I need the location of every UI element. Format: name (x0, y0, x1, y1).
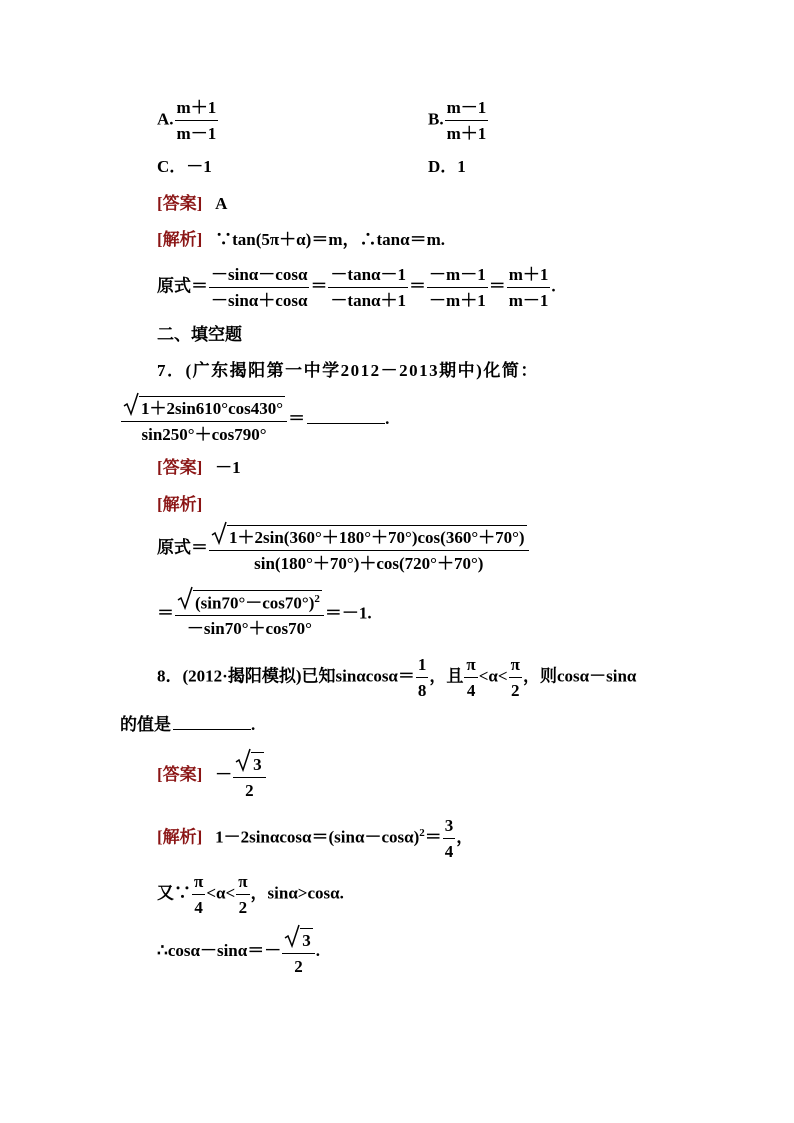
radical-icon (177, 586, 193, 612)
q7-analysis-tag (157, 496, 202, 513)
analysis-tag: [解析] (157, 230, 203, 249)
q7-step1-num (209, 525, 529, 551)
radicand: 1＋2sin610°cos430° (139, 396, 285, 419)
q8-analysis-text: 1－2sinαcosα＝(sinα－cosα) (215, 827, 420, 847)
q8-analysis-3 (157, 928, 320, 976)
q7-answer-value: －1 (215, 458, 241, 477)
sqrt-sign (177, 590, 322, 613)
q8-text-3: ，则cosα－sinα (522, 666, 637, 686)
answer-tag: [答案] (157, 764, 203, 784)
q7-step1 (157, 525, 530, 573)
q6-analysis-line1: ∵tan(5π＋α)＝m，∴tanα＝m. (215, 230, 445, 249)
period: . (551, 276, 556, 296)
q6-frac-1 (209, 265, 309, 310)
yuanshi-label: 原式＝ (157, 276, 208, 296)
q6-answer (157, 195, 227, 212)
frac-den: 2 (245, 780, 254, 800)
q8-question (157, 655, 636, 700)
q8-text-1: 8．(2012·揭阳模拟)已知sinαcosα＝ (157, 666, 415, 686)
frac-num: m＋1 (507, 265, 551, 288)
option-b (428, 98, 489, 143)
frac-den: 4 (444, 841, 454, 861)
period: . (315, 940, 320, 960)
q7-expression (120, 396, 389, 444)
option-a-label: A. (157, 109, 174, 129)
equals: ＝ (424, 827, 442, 847)
q8-fraction-1-8 (416, 655, 429, 700)
q6-answer-value: A (215, 194, 228, 213)
minus: － (215, 764, 233, 784)
option-a (157, 98, 219, 143)
frac-num: 1 (416, 655, 429, 678)
frac-num: －tanα－1 (328, 265, 408, 288)
q6-frac-4 (507, 265, 551, 310)
q8-answer (157, 752, 267, 800)
analysis-tag: [解析] (157, 495, 203, 514)
frac-den: m－1 (508, 290, 549, 310)
q7-answer (157, 459, 241, 476)
radicand: 3 (300, 928, 313, 951)
option-d: D．1 (428, 157, 466, 176)
result: ＝－1. (324, 603, 372, 623)
option-a-den: m－1 (176, 123, 217, 143)
radicand-text: (sin70°－cos70°) (195, 593, 315, 613)
frac-num: π (509, 655, 522, 678)
frac-den: 4 (194, 897, 203, 917)
sqrt-sign (123, 396, 285, 419)
q8-text-4: 的值是 (120, 715, 171, 734)
answer-tag: [答案] (157, 194, 203, 213)
frac-num: π (464, 655, 477, 678)
radicand: 3 (251, 752, 264, 775)
radical-icon (284, 924, 300, 950)
answer-tag: [答案] (157, 458, 203, 477)
option-a-num: m＋1 (175, 98, 219, 121)
sqrt-sign (284, 928, 313, 951)
period: . (385, 408, 390, 428)
yuanshi-label: 原式＝ (157, 537, 208, 557)
inequality: <α< (478, 666, 508, 686)
q8-analysis-2 (157, 872, 344, 917)
q6-analysis (157, 231, 445, 248)
answer-blank[interactable] (173, 728, 251, 730)
q8-analysis-1 (157, 816, 473, 861)
frac-num: π (192, 872, 205, 895)
q8-fraction-pi-2 (509, 655, 522, 700)
frac-den: 4 (466, 680, 476, 700)
equals: ＝ (409, 276, 427, 296)
because-text: 又∵ (157, 883, 191, 903)
q8-text-2: ，且 (429, 666, 464, 686)
frac-num: －sinα－cosα (209, 265, 309, 288)
q7-step1-den: sin(180°＋70°)＋cos(720°＋70°) (254, 553, 484, 573)
comma: ， (456, 827, 474, 847)
equals: ＝ (310, 276, 328, 296)
sqrt-sign (235, 752, 264, 775)
frac-num: π (236, 872, 249, 895)
q7-den: sin250°＋cos790° (141, 424, 267, 444)
q8-fraction-pi-4 (192, 872, 205, 917)
frac-den: 2 (294, 956, 303, 976)
frac-num: －m－1 (427, 265, 488, 288)
q8-result-fraction (282, 928, 315, 976)
radical-icon (211, 521, 227, 547)
option-b-fraction (445, 98, 489, 143)
equals: ＝ (288, 408, 306, 428)
q8-analysis-text-2: ，sinα>cosα. (250, 883, 344, 903)
q6-frac-2 (328, 265, 408, 310)
q6-derivation (157, 265, 556, 310)
analysis-tag: [解析] (157, 827, 203, 847)
q8-line2 (120, 716, 255, 733)
answer-blank[interactable] (307, 422, 385, 424)
sqrt-sign (211, 525, 527, 548)
q7-step2-fraction (175, 590, 324, 639)
equals: ＝ (157, 603, 174, 623)
q8-analysis-fraction (443, 816, 456, 861)
q7-num (121, 396, 287, 422)
frac-num: 3 (443, 816, 456, 839)
frac-num (282, 928, 315, 954)
section-heading: 二、填空题 (157, 325, 242, 344)
frac-den: －tanα＋1 (330, 290, 407, 310)
frac-num (233, 752, 266, 778)
exponent: 2 (419, 826, 425, 839)
frac-den: 8 (417, 680, 427, 700)
radical-icon (235, 748, 251, 774)
q7-step2 (157, 590, 372, 639)
q7-step2-den: －sin70°＋cos70° (186, 619, 312, 639)
q8-fraction-pi-4 (464, 655, 477, 700)
q6-frac-3 (427, 265, 488, 310)
q7-step2-num (175, 590, 324, 616)
frac-den: 2 (511, 680, 520, 700)
equals: ＝ (488, 276, 506, 296)
radical-icon (123, 392, 139, 418)
option-b-num: m－1 (445, 98, 489, 121)
option-c: C．－1 (157, 157, 212, 176)
q8-fraction-pi-2 (236, 872, 249, 917)
inequality: <α< (206, 883, 236, 903)
q7-fraction (121, 396, 287, 444)
exponent: 2 (314, 593, 320, 605)
q7-step1-fraction (209, 525, 529, 573)
therefore-text: ∴cosα－sinα＝－ (157, 940, 282, 960)
frac-den: 2 (238, 897, 248, 917)
period: . (251, 715, 256, 734)
radicand: 1＋2sin(360°＋180°＋70°)cos(360°＋70°) (227, 525, 527, 548)
frac-den: －sinα＋cosα (211, 290, 308, 310)
q7-header: 7．(广东揭阳第一中学2012－2013期中)化简： (157, 361, 539, 380)
option-a-fraction (175, 98, 219, 143)
radicand (193, 590, 322, 613)
option-b-den: m＋1 (446, 123, 487, 143)
frac-den: －m＋1 (429, 290, 486, 310)
option-b-label: B. (428, 109, 444, 129)
q8-answer-fraction (233, 752, 266, 800)
